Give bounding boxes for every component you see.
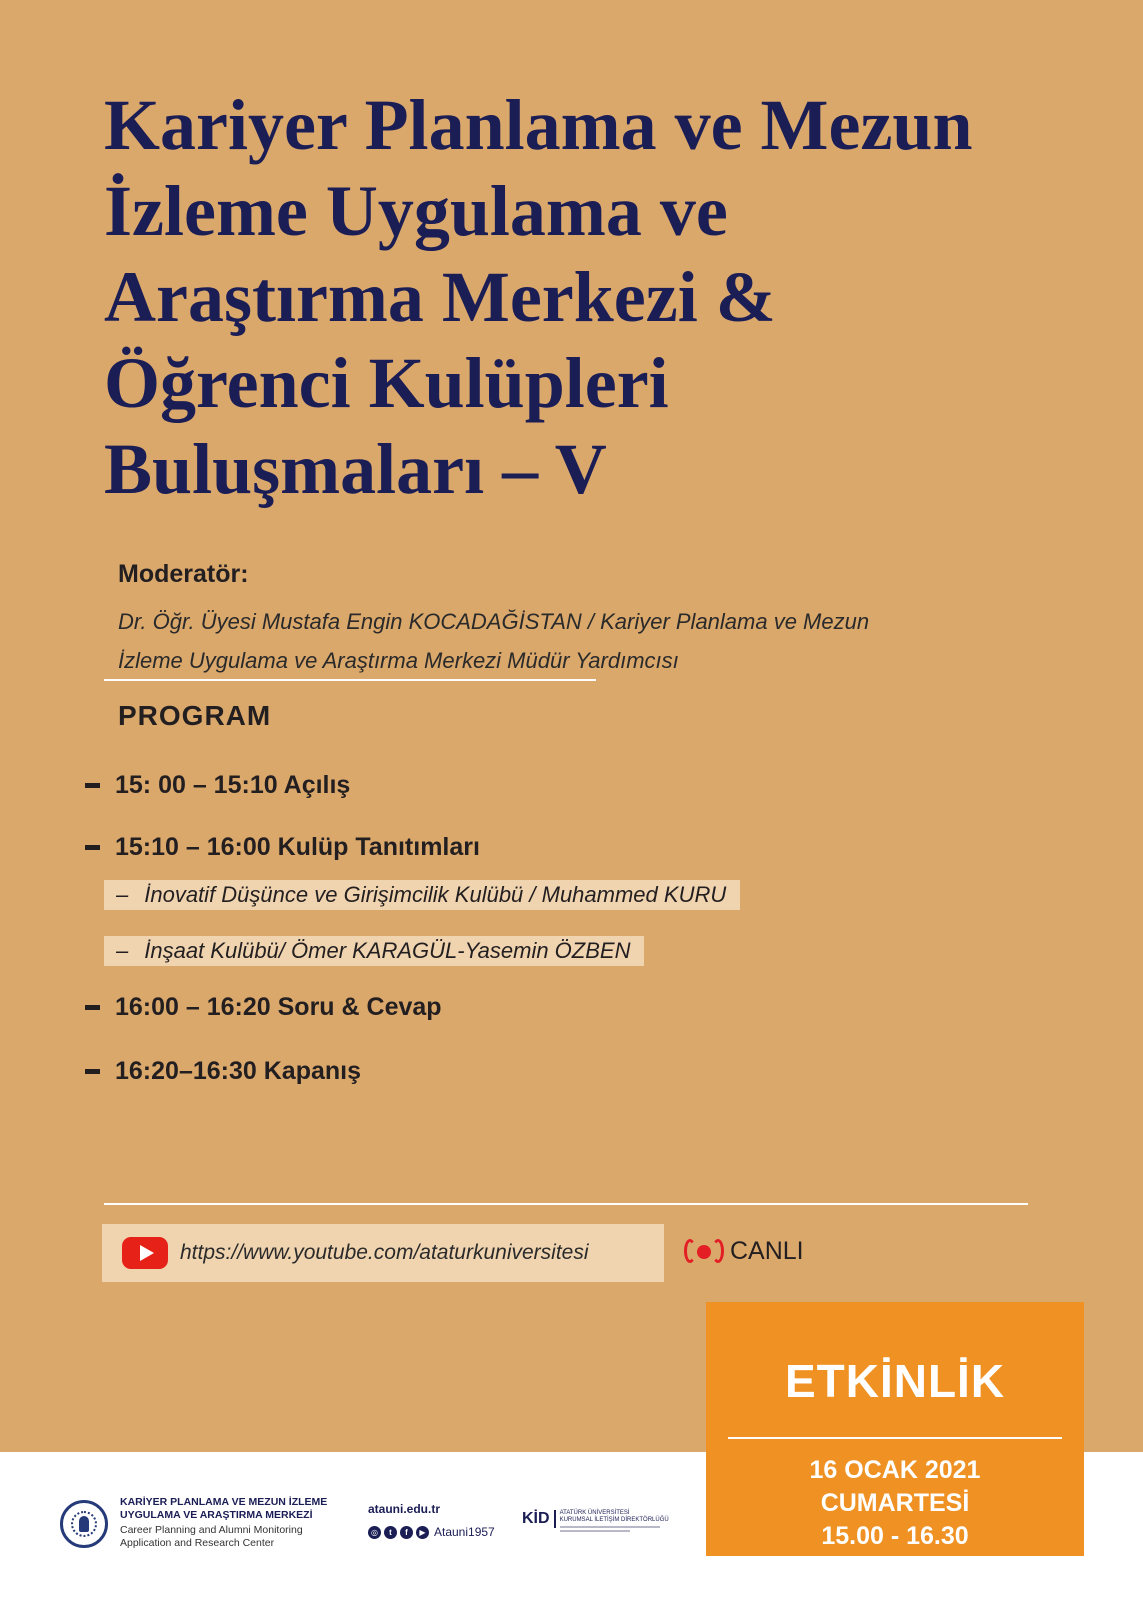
live-broadcast-icon xyxy=(682,1238,726,1266)
event-divider xyxy=(728,1437,1062,1439)
bullet-dash-icon xyxy=(85,783,100,788)
title-line: Araştırma Merkezi & xyxy=(104,257,776,337)
social-links xyxy=(368,1525,495,1539)
agenda-item-qa xyxy=(85,990,442,1024)
kid-text-line: ATATÜRK ÜNİVERSİTESİ xyxy=(559,1510,630,1516)
youtube-link[interactable] xyxy=(102,1224,664,1282)
instagram-icon[interactable]: ◎ xyxy=(368,1526,381,1539)
university-seal-icon xyxy=(60,1500,108,1548)
youtube-url[interactable]: https://www.youtube.com/ataturkuniversitesi xyxy=(180,1241,589,1264)
center-name xyxy=(120,1496,360,1550)
agenda-item-label: 15:10 – 16:00 Kulüp Tanıtımları xyxy=(115,832,480,861)
agenda-item-label: 16:00 – 16:20 Soru & Cevap xyxy=(115,992,442,1021)
event-date: 16 OCAK 2021 xyxy=(809,1456,981,1484)
program-heading: PROGRAM xyxy=(118,700,272,731)
event-label: ETKİNLİK xyxy=(784,1355,1006,1407)
club-entry xyxy=(104,936,644,966)
event-datetime xyxy=(706,1454,1084,1553)
kid-text-line: KURUMSAL İLETİŞİM DİREKTÖRLÜĞÜ xyxy=(559,1517,669,1523)
moderator-line: Dr. Öğr. Üyesi Mustafa Engin KOCADAĞİSTAN / Kariyer Planlama ve Mezun xyxy=(118,609,870,634)
agenda-item-closing xyxy=(85,1054,361,1088)
moderator-divider xyxy=(104,679,596,681)
agenda-item-club-intros xyxy=(85,830,480,864)
agenda-item-label: 16:20–16:30 Kapanış xyxy=(115,1056,361,1085)
center-name-tr-line: UYGULAMA VE ARAŞTIRMA MERKEZİ xyxy=(120,1509,313,1521)
sub-item-dash: – xyxy=(116,938,129,963)
club-entry xyxy=(104,880,740,910)
center-name-en-line: Career Planning and Alumni Monitoring xyxy=(120,1524,303,1536)
title-line: Kariyer Planlama ve Mezun xyxy=(104,85,973,165)
program-divider xyxy=(104,1203,1028,1205)
club-entry-text: İnovatif Düşünce ve Girişimcilik Kulübü / Muhammed KURU xyxy=(144,882,727,907)
moderator-heading: Moderatör: xyxy=(118,560,249,588)
bullet-dash-icon xyxy=(85,1005,100,1010)
live-label: CANLI xyxy=(730,1237,804,1265)
agenda-item-opening xyxy=(85,768,350,802)
youtube-icon xyxy=(122,1237,168,1269)
event-card xyxy=(706,1302,1084,1556)
title-line: Öğrenci Kulüpleri xyxy=(104,343,669,423)
event-time: 15.00 - 16.30 xyxy=(821,1522,969,1550)
title-line: İzleme Uygulama ve xyxy=(104,171,728,251)
club-entry-text: İnşaat Kulübü/ Ömer KARAGÜL-Yasemin ÖZBEN xyxy=(144,938,631,963)
bullet-dash-icon xyxy=(85,845,100,850)
moderator-line: İzleme Uygulama ve Araştırma Merkezi Müdür Yardımcısı xyxy=(118,648,679,673)
social-handle[interactable]: Atauni1957 xyxy=(434,1525,495,1539)
live-indicator xyxy=(682,1237,804,1266)
kid-mark: KİD xyxy=(522,1510,556,1528)
event-title xyxy=(104,82,1104,512)
website-link[interactable]: atauni.edu.tr xyxy=(368,1502,441,1516)
event-day: CUMARTESİ xyxy=(820,1489,970,1517)
twitter-icon[interactable]: t xyxy=(384,1526,397,1539)
youtube-icon[interactable]: ▶ xyxy=(416,1526,429,1539)
facebook-icon[interactable]: f xyxy=(400,1526,413,1539)
center-name-tr-line: KARİYER PLANLAMA VE MEZUN İZLEME xyxy=(120,1496,328,1508)
title-line: Buluşmaları – V xyxy=(104,429,607,509)
kid-logo xyxy=(522,1510,669,1534)
bullet-dash-icon xyxy=(85,1069,100,1074)
center-name-en-line: Application and Research Center xyxy=(120,1537,275,1549)
kid-fine-print-lines xyxy=(560,1526,660,1532)
sub-item-dash: – xyxy=(116,882,129,907)
agenda-item-label: 15: 00 – 15:10 Açılış xyxy=(115,770,351,799)
moderator-details xyxy=(118,602,1038,680)
